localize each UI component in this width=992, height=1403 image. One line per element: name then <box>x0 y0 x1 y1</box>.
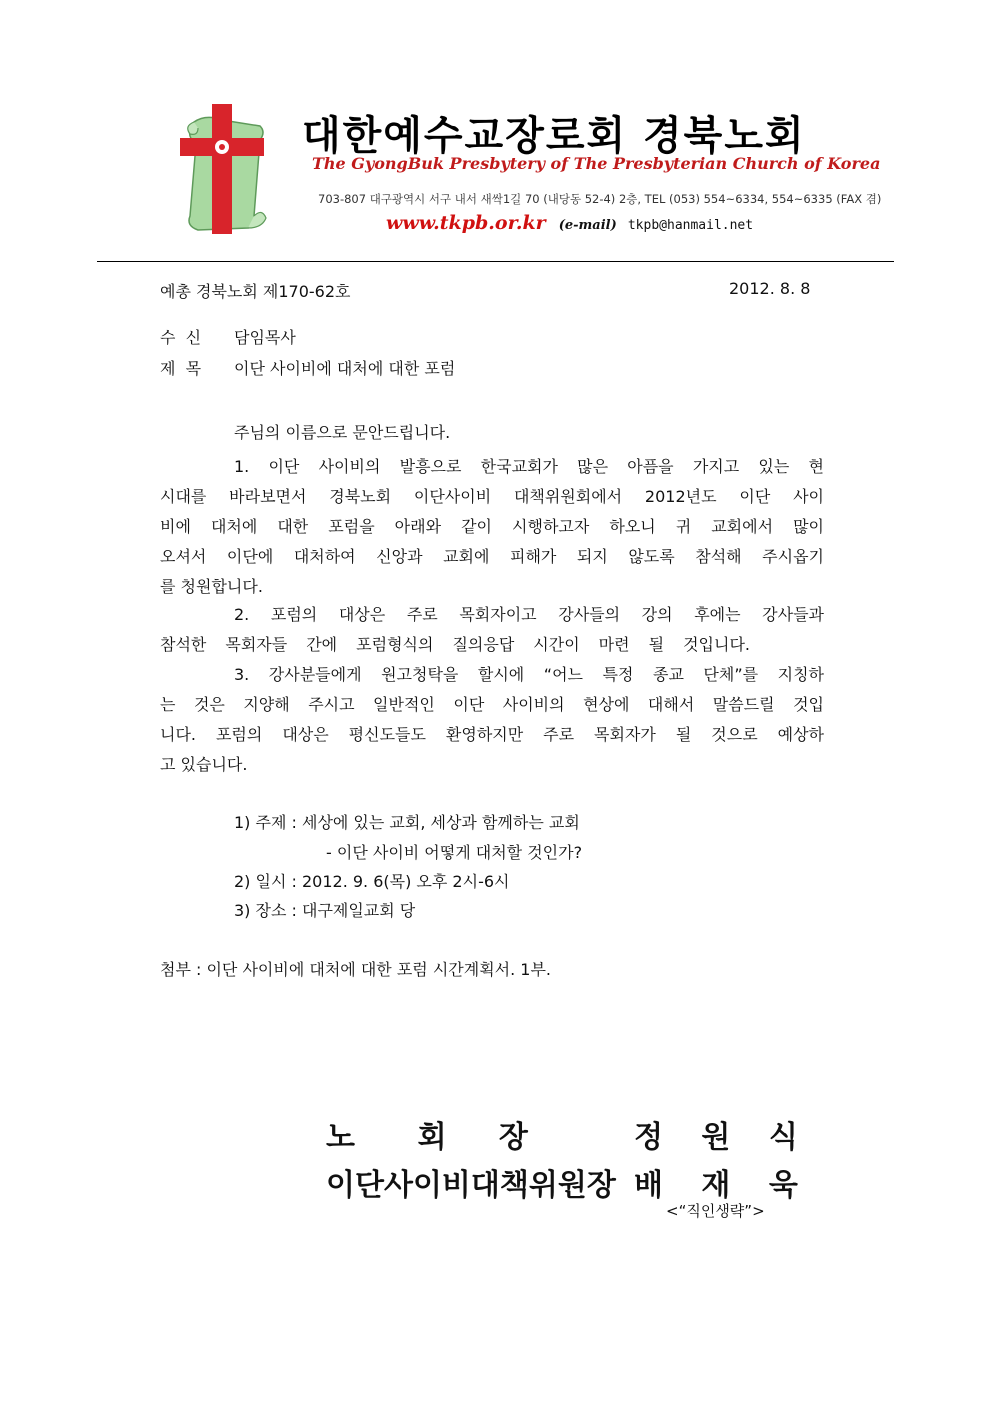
paragraph-line: 를 청원합니다. <box>160 577 263 596</box>
document-number: 예총 경북노회 제170-62호 <box>160 282 351 301</box>
item-topic: 1) 주제 : 세상에 있는 교회, 세상과 함께하는 교회 <box>234 813 580 832</box>
signature-name-moderator: 정 원 식 <box>634 1120 812 1155</box>
signature-title-moderator: 노 회 장 <box>326 1120 528 1155</box>
org-address: 703-807 대구광역시 서구 내서 새싹1길 70 (내당동 52-4) 2층, TEL (053) 554~6334, 554~6335 (FAX 겸) <box>318 192 882 206</box>
church-logo-icon <box>176 104 268 234</box>
org-name-english: The GyongBuk Presbytery of The Presbyterian Church of Korea <box>312 154 881 173</box>
recipient-label: 수 신 <box>160 328 202 347</box>
contact-line <box>386 212 753 234</box>
paragraph-line: 고 있습니다. <box>160 755 248 774</box>
item-place: 3) 장소 : 대구제일교회 당 <box>234 901 416 920</box>
website-link[interactable]: www.tkpb.or.kr <box>386 212 546 234</box>
item-topic-sub: - 이단 사이비 어떻게 대처할 것인가? <box>326 843 583 862</box>
paragraph-line: 참석한 목회자들 간에 포럼형식의 질의응답 시간이 마련 될 것입니다. <box>160 635 750 654</box>
seal-omitted-note: <“직인생략”> <box>666 1202 765 1220</box>
paragraph-line: 니다. 포럼의 대상은 평신도들도 환영하지만 주로 목회자가 될 것으로 예상하 <box>160 725 824 744</box>
paragraph-3 <box>160 660 824 780</box>
letterhead <box>0 0 992 262</box>
paragraph-line: 2. 포럼의 대상은 주로 목회자이고 강사들의 강의 후에는 강사들과 <box>234 605 824 624</box>
subject-value: 이단 사이비에 대처에 대한 포럼 <box>234 359 456 378</box>
org-name-korean: 대한예수교장로회 경북노회 <box>302 112 806 159</box>
paragraph-line: 시대를 바라보면서 경북노회 이단사이비 대책위원회에서 2012년도 이단 사이 <box>160 487 824 506</box>
item-date: 2) 일시 : 2012. 9. 6(목) 오후 2시-6시 <box>234 872 510 891</box>
paragraph-line: 비에 대처에 대한 포럼을 아래와 같이 시행하고자 하오니 귀 교회에서 많이 <box>160 517 824 536</box>
subject-label: 제 목 <box>160 359 202 378</box>
attachment-note: 첨부 : 이단 사이비에 대처에 대한 포럼 시간계획서. 1부. <box>160 960 552 979</box>
paragraph-line: 1. 이단 사이비의 발흥으로 한국교회가 많은 아픔을 가지고 있는 현 <box>234 457 824 476</box>
paragraph-1 <box>160 452 824 602</box>
document-date: 2012. 8. 8 <box>729 279 811 298</box>
greeting: 주님의 이름으로 문안드립니다. <box>234 423 451 442</box>
signature-title-committee: 이단사이비대책위원장 <box>326 1168 616 1203</box>
email-label: (e-mail) <box>558 218 617 233</box>
email-link[interactable]: tkpb@hanmail.net <box>627 218 754 233</box>
paragraph-line: 오셔서 이단에 대처하여 신앙과 교회에 피해가 되지 않도록 참석해 주시옵기 <box>160 547 824 566</box>
paragraph-2 <box>160 600 824 660</box>
header-divider <box>97 261 894 262</box>
recipient-value: 담임목사 <box>234 328 296 347</box>
paragraph-line: 는 것은 지양해 주시고 일반적인 이단 사이비의 현상에 대해서 말씀드릴 것입 <box>160 695 824 714</box>
signature-name-committee: 배 재 욱 <box>634 1168 812 1203</box>
paragraph-line: 3. 강사분들에게 원고청탁을 할시에 “어느 특정 종교 단체”를 지칭하 <box>234 665 824 684</box>
